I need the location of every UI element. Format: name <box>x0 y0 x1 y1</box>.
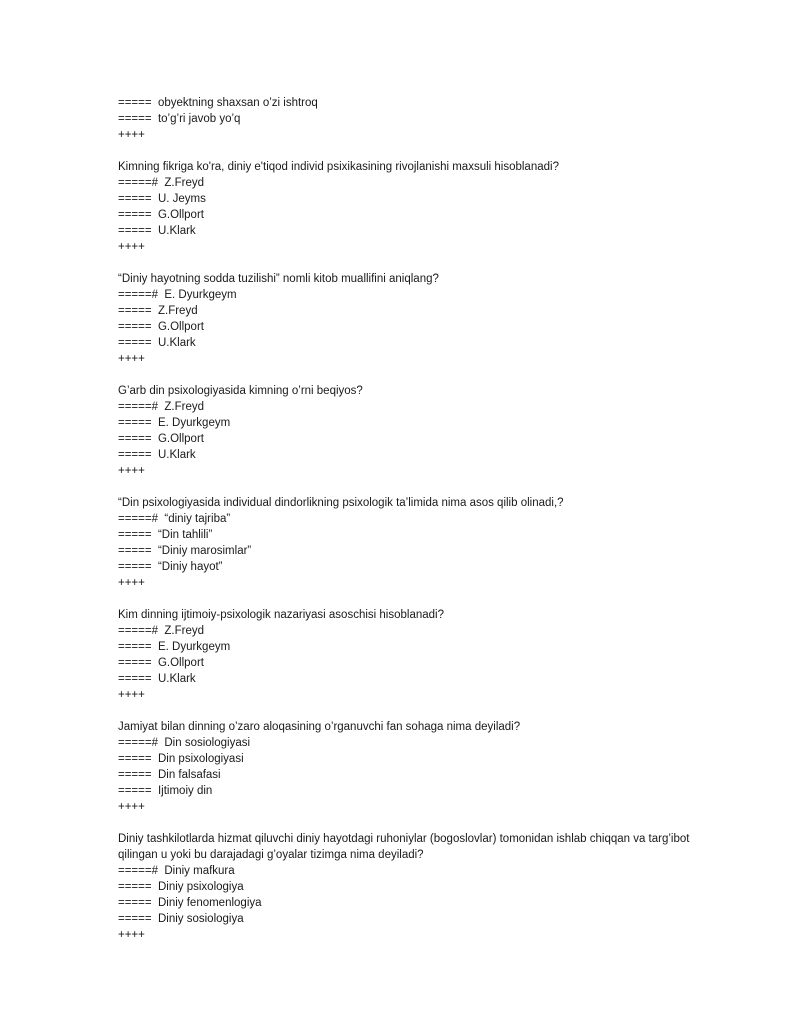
correct-option-line: =====# Diniy mafkura <box>118 865 235 877</box>
question-block <box>118 607 698 703</box>
separator-line: ++++ <box>118 577 145 589</box>
separator-line: ++++ <box>118 465 145 477</box>
option-line: ===== G.Ollport <box>118 209 204 221</box>
option-line: ===== U.Klark <box>118 337 196 349</box>
correct-option-line: =====# “diniy tajriba” <box>118 513 231 525</box>
option-line: ===== Diniy sosiologiya <box>118 913 244 925</box>
correct-option-line: =====# E. Dyurkgeym <box>118 289 237 301</box>
option-line: ===== obyektning shaxsan o’zi ishtroq <box>118 97 318 109</box>
option-line: ===== “Din tahlili” <box>118 529 213 541</box>
separator-line: ++++ <box>118 241 145 253</box>
question-text: Kimning fikriga ko'ra, diniy e'tiqod individ psixikasining rivojlanishi maxsuli hisoblanadi? <box>118 161 559 173</box>
question-text: “Din psixologiyasida individual dindorlikning psixologik ta’limida nima asos qilib olinadi,? <box>118 497 564 509</box>
option-line: ===== E. Dyurkgeym <box>118 417 231 429</box>
option-line: ===== Z.Freyd <box>118 305 198 317</box>
separator-line: ++++ <box>118 929 145 941</box>
correct-option-line: =====# Z.Freyd <box>118 401 204 413</box>
option-line: ===== Ijtimoiy din <box>118 785 213 797</box>
option-line: ===== U.Klark <box>118 673 196 685</box>
option-line: ===== E. Dyurkgeym <box>118 641 231 653</box>
option-line: ===== Din psixologiyasi <box>118 753 244 765</box>
question-block <box>118 719 698 815</box>
document-page <box>118 95 698 943</box>
correct-option-line: =====# Din sosiologiyasi <box>118 737 251 749</box>
question-text: G’arb din psixologiyasida kimning o’rni beqiyos? <box>118 385 363 397</box>
option-line: ===== to’g’ri javob yo’q <box>118 113 241 125</box>
option-line: ===== “Diniy marosimlar” <box>118 545 252 557</box>
question-block <box>118 831 698 943</box>
option-line: ===== U.Klark <box>118 225 196 237</box>
option-line: ===== G.Ollport <box>118 433 204 445</box>
correct-option-line: =====# Z.Freyd <box>118 625 204 637</box>
option-line: ===== Din falsafasi <box>118 769 221 781</box>
question-text: Kim dinning ijtimoiy-psixologik nazariyasi asoschisi hisoblanadi? <box>118 609 444 621</box>
question-block <box>118 495 698 591</box>
option-line: ===== G.Ollport <box>118 657 204 669</box>
question-block <box>118 159 698 255</box>
separator-line: ++++ <box>118 689 145 701</box>
option-line: ===== “Diniy hayot” <box>118 561 223 573</box>
separator-line: ++++ <box>118 353 145 365</box>
option-line: ===== Diniy fenomenlogiya <box>118 897 262 909</box>
option-line: ===== U. Jeyms <box>118 193 206 205</box>
correct-option-line: =====# Z.Freyd <box>118 177 204 189</box>
separator-line: ++++ <box>118 129 145 141</box>
question-text: “Diniy hayotning sodda tuzilishi” nomli kitob muallifini aniqlang? <box>118 273 439 285</box>
question-block <box>118 271 698 367</box>
option-line: ===== G.Ollport <box>118 321 204 333</box>
question-block <box>118 383 698 479</box>
option-line: ===== U.Klark <box>118 449 196 461</box>
separator-line: ++++ <box>118 801 145 813</box>
option-line: ===== Diniy psixologiya <box>118 881 244 893</box>
question-text: Diniy tashkilotlarda hizmat qiluvchi diniy hayotdagi ruhoniylar (bogoslovlar) tomonidan ishlab chiqqan va targ’ibot qilingan u yoki bu darajadagi g’oyalar tizimga nima deyiladi? <box>118 833 690 861</box>
intro-block <box>118 95 698 143</box>
question-text: Jamiyat bilan dinning o’zaro aloqasining o’rganuvchi fan sohaga nima deyiladi? <box>118 721 521 733</box>
